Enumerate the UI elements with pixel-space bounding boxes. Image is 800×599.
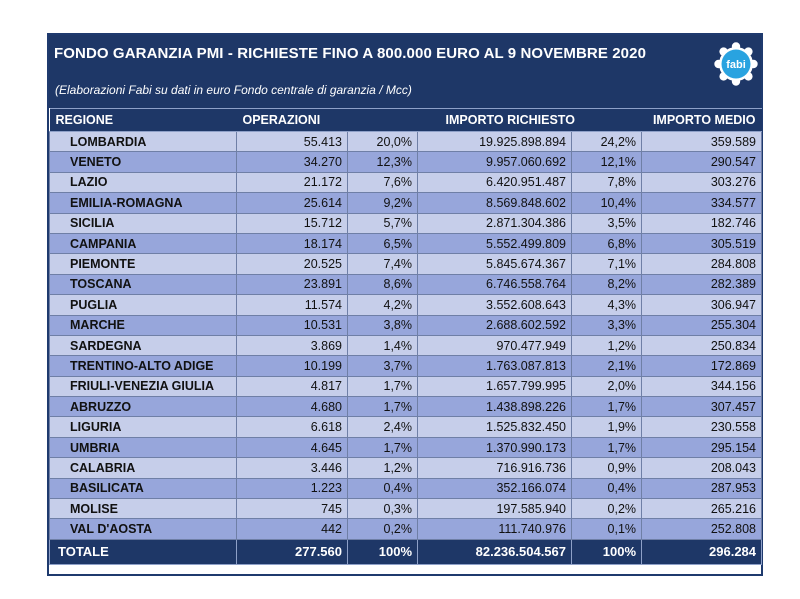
- operazioni-cell: 18.174: [237, 233, 348, 253]
- importo-pct-cell: 3,5%: [572, 213, 642, 233]
- importo-pct-cell: 12,1%: [572, 152, 642, 172]
- importo-cell: 111.740.976: [418, 519, 572, 539]
- operazioni-pct-cell: 3,7%: [348, 356, 418, 376]
- operazioni-pct-cell: 3,8%: [348, 315, 418, 335]
- operazioni-cell: 4.645: [237, 437, 348, 457]
- medio-cell: 284.808: [642, 254, 762, 274]
- operazioni-cell: 4.680: [237, 397, 348, 417]
- table-header-row: [50, 109, 762, 132]
- operazioni-cell: 4.817: [237, 376, 348, 396]
- table-row: [50, 478, 762, 498]
- report-subtitle: (Elaborazioni Fabi su dati in euro Fondo centrale di garanzia / Mcc): [55, 83, 412, 97]
- importo-cell: 5.845.674.367: [418, 254, 572, 274]
- operazioni-pct-cell: 0,2%: [348, 519, 418, 539]
- table-row: [50, 458, 762, 478]
- logo-text: fabi: [726, 59, 746, 71]
- medio-cell: 287.953: [642, 478, 762, 498]
- region-cell: TRENTINO-ALTO ADIGE: [50, 356, 237, 376]
- total-label: TOTALE: [50, 539, 237, 564]
- table-row: [50, 356, 762, 376]
- guarantee-table: [49, 108, 762, 565]
- importo-pct-cell: 7,1%: [572, 254, 642, 274]
- total-row: [50, 539, 762, 564]
- operazioni-pct-cell: 1,2%: [348, 458, 418, 478]
- medio-cell: 359.589: [642, 132, 762, 152]
- importo-pct-cell: 3,3%: [572, 315, 642, 335]
- medio-cell: 282.389: [642, 274, 762, 294]
- report-card: [47, 33, 763, 576]
- importo-cell: 8.569.848.602: [418, 193, 572, 213]
- table-row: [50, 213, 762, 233]
- operazioni-pct-cell: 1,7%: [348, 437, 418, 457]
- region-cell: VENETO: [50, 152, 237, 172]
- operazioni-cell: 6.618: [237, 417, 348, 437]
- table-row: [50, 172, 762, 192]
- total-operazioni: 277.560: [237, 539, 348, 564]
- operazioni-pct-cell: 1,7%: [348, 397, 418, 417]
- table-row: [50, 295, 762, 315]
- header-regione: REGIONE: [50, 109, 237, 132]
- importo-cell: 352.166.074: [418, 478, 572, 498]
- importo-pct-cell: 0,2%: [572, 499, 642, 519]
- importo-cell: 2.871.304.386: [418, 213, 572, 233]
- table-row: [50, 437, 762, 457]
- table-row: [50, 193, 762, 213]
- region-cell: VAL D'AOSTA: [50, 519, 237, 539]
- region-cell: LAZIO: [50, 172, 237, 192]
- table-row: [50, 254, 762, 274]
- operazioni-cell: 21.172: [237, 172, 348, 192]
- medio-cell: 230.558: [642, 417, 762, 437]
- operazioni-cell: 745: [237, 499, 348, 519]
- region-cell: PUGLIA: [50, 295, 237, 315]
- header-operazioni: OPERAZIONI: [237, 109, 348, 132]
- operazioni-cell: 1.223: [237, 478, 348, 498]
- region-cell: EMILIA-ROMAGNA: [50, 193, 237, 213]
- table-row: [50, 335, 762, 355]
- importo-cell: 970.477.949: [418, 335, 572, 355]
- region-cell: ABRUZZO: [50, 397, 237, 417]
- operazioni-cell: 15.712: [237, 213, 348, 233]
- importo-pct-cell: 0,1%: [572, 519, 642, 539]
- operazioni-pct-cell: 0,4%: [348, 478, 418, 498]
- region-cell: LIGURIA: [50, 417, 237, 437]
- region-cell: SICILIA: [50, 213, 237, 233]
- operazioni-pct-cell: 8,6%: [348, 274, 418, 294]
- region-cell: UMBRIA: [50, 437, 237, 457]
- region-cell: SARDEGNA: [50, 335, 237, 355]
- report-title: FONDO GARANZIA PMI - RICHIESTE FINO A 800.000 EURO AL 9 NOVEMBRE 2020: [54, 45, 647, 62]
- importo-pct-cell: 0,9%: [572, 458, 642, 478]
- medio-cell: 307.457: [642, 397, 762, 417]
- operazioni-cell: 20.525: [237, 254, 348, 274]
- total-importo-pct: 100%: [572, 539, 642, 564]
- medio-cell: 252.808: [642, 519, 762, 539]
- region-cell: TOSCANA: [50, 274, 237, 294]
- medio-cell: 305.519: [642, 233, 762, 253]
- total-medio: 296.284: [642, 539, 762, 564]
- importo-pct-cell: 6,8%: [572, 233, 642, 253]
- importo-pct-cell: 2,0%: [572, 376, 642, 396]
- importo-pct-cell: 1,7%: [572, 397, 642, 417]
- importo-cell: 5.552.499.809: [418, 233, 572, 253]
- table-row: [50, 499, 762, 519]
- operazioni-pct-cell: 12,3%: [348, 152, 418, 172]
- importo-cell: 3.552.608.643: [418, 295, 572, 315]
- table-row: [50, 519, 762, 539]
- importo-cell: 2.688.602.592: [418, 315, 572, 335]
- operazioni-cell: 10.531: [237, 315, 348, 335]
- operazioni-pct-cell: 7,4%: [348, 254, 418, 274]
- region-cell: BASILICATA: [50, 478, 237, 498]
- report-header: [49, 35, 761, 108]
- operazioni-cell: 442: [237, 519, 348, 539]
- region-cell: FRIULI-VENEZIA GIULIA: [50, 376, 237, 396]
- table-row: [50, 376, 762, 396]
- medio-cell: 295.154: [642, 437, 762, 457]
- operazioni-pct-cell: 2,4%: [348, 417, 418, 437]
- operazioni-pct-cell: 9,2%: [348, 193, 418, 213]
- operazioni-pct-cell: 20,0%: [348, 132, 418, 152]
- header-importo-medio: IMPORTO MEDIO: [642, 109, 762, 132]
- operazioni-pct-cell: 1,4%: [348, 335, 418, 355]
- medio-cell: 290.547: [642, 152, 762, 172]
- importo-cell: 716.916.736: [418, 458, 572, 478]
- operazioni-cell: 10.199: [237, 356, 348, 376]
- operazioni-cell: 34.270: [237, 152, 348, 172]
- importo-cell: 1.525.832.450: [418, 417, 572, 437]
- operazioni-pct-cell: 4,2%: [348, 295, 418, 315]
- operazioni-cell: 23.891: [237, 274, 348, 294]
- importo-cell: 1.370.990.173: [418, 437, 572, 457]
- operazioni-cell: 25.614: [237, 193, 348, 213]
- operazioni-cell: 55.413: [237, 132, 348, 152]
- operazioni-cell: 3.869: [237, 335, 348, 355]
- operazioni-pct-cell: 0,3%: [348, 499, 418, 519]
- table-row: [50, 233, 762, 253]
- header-importo-richiesto: IMPORTO RICHIESTO: [418, 109, 642, 132]
- operazioni-pct-cell: 7,6%: [348, 172, 418, 192]
- region-cell: MARCHE: [50, 315, 237, 335]
- medio-cell: 303.276: [642, 172, 762, 192]
- importo-pct-cell: 7,8%: [572, 172, 642, 192]
- medio-cell: 306.947: [642, 295, 762, 315]
- operazioni-cell: 3.446: [237, 458, 348, 478]
- medio-cell: 255.304: [642, 315, 762, 335]
- medio-cell: 334.577: [642, 193, 762, 213]
- importo-cell: 197.585.940: [418, 499, 572, 519]
- operazioni-pct-cell: 1,7%: [348, 376, 418, 396]
- importo-pct-cell: 8,2%: [572, 274, 642, 294]
- medio-cell: 208.043: [642, 458, 762, 478]
- importo-pct-cell: 2,1%: [572, 356, 642, 376]
- importo-cell: 1.763.087.813: [418, 356, 572, 376]
- importo-cell: 9.957.060.692: [418, 152, 572, 172]
- table-row: [50, 274, 762, 294]
- total-importo: 82.236.504.567: [418, 539, 572, 564]
- medio-cell: 344.156: [642, 376, 762, 396]
- operazioni-cell: 11.574: [237, 295, 348, 315]
- operazioni-pct-cell: 6,5%: [348, 233, 418, 253]
- medio-cell: 182.746: [642, 213, 762, 233]
- importo-pct-cell: 1,9%: [572, 417, 642, 437]
- table-row: [50, 132, 762, 152]
- importo-pct-cell: 10,4%: [572, 193, 642, 213]
- importo-cell: 6.746.558.764: [418, 274, 572, 294]
- importo-pct-cell: 1,7%: [572, 437, 642, 457]
- importo-pct-cell: 24,2%: [572, 132, 642, 152]
- operazioni-pct-cell: 5,7%: [348, 213, 418, 233]
- table-row: [50, 315, 762, 335]
- total-operazioni-pct: 100%: [348, 539, 418, 564]
- medio-cell: 250.834: [642, 335, 762, 355]
- fabi-logo-icon: [714, 42, 758, 86]
- table-row: [50, 152, 762, 172]
- region-cell: PIEMONTE: [50, 254, 237, 274]
- region-cell: LOMBARDIA: [50, 132, 237, 152]
- importo-cell: 6.420.951.487: [418, 172, 572, 192]
- medio-cell: 265.216: [642, 499, 762, 519]
- importo-cell: 19.925.898.894: [418, 132, 572, 152]
- importo-pct-cell: 4,3%: [572, 295, 642, 315]
- table-row: [50, 417, 762, 437]
- importo-pct-cell: 0,4%: [572, 478, 642, 498]
- region-cell: MOLISE: [50, 499, 237, 519]
- importo-cell: 1.438.898.226: [418, 397, 572, 417]
- region-cell: CALABRIA: [50, 458, 237, 478]
- importo-cell: 1.657.799.995: [418, 376, 572, 396]
- region-cell: CAMPANIA: [50, 233, 237, 253]
- medio-cell: 172.869: [642, 356, 762, 376]
- importo-pct-cell: 1,2%: [572, 335, 642, 355]
- table-row: [50, 397, 762, 417]
